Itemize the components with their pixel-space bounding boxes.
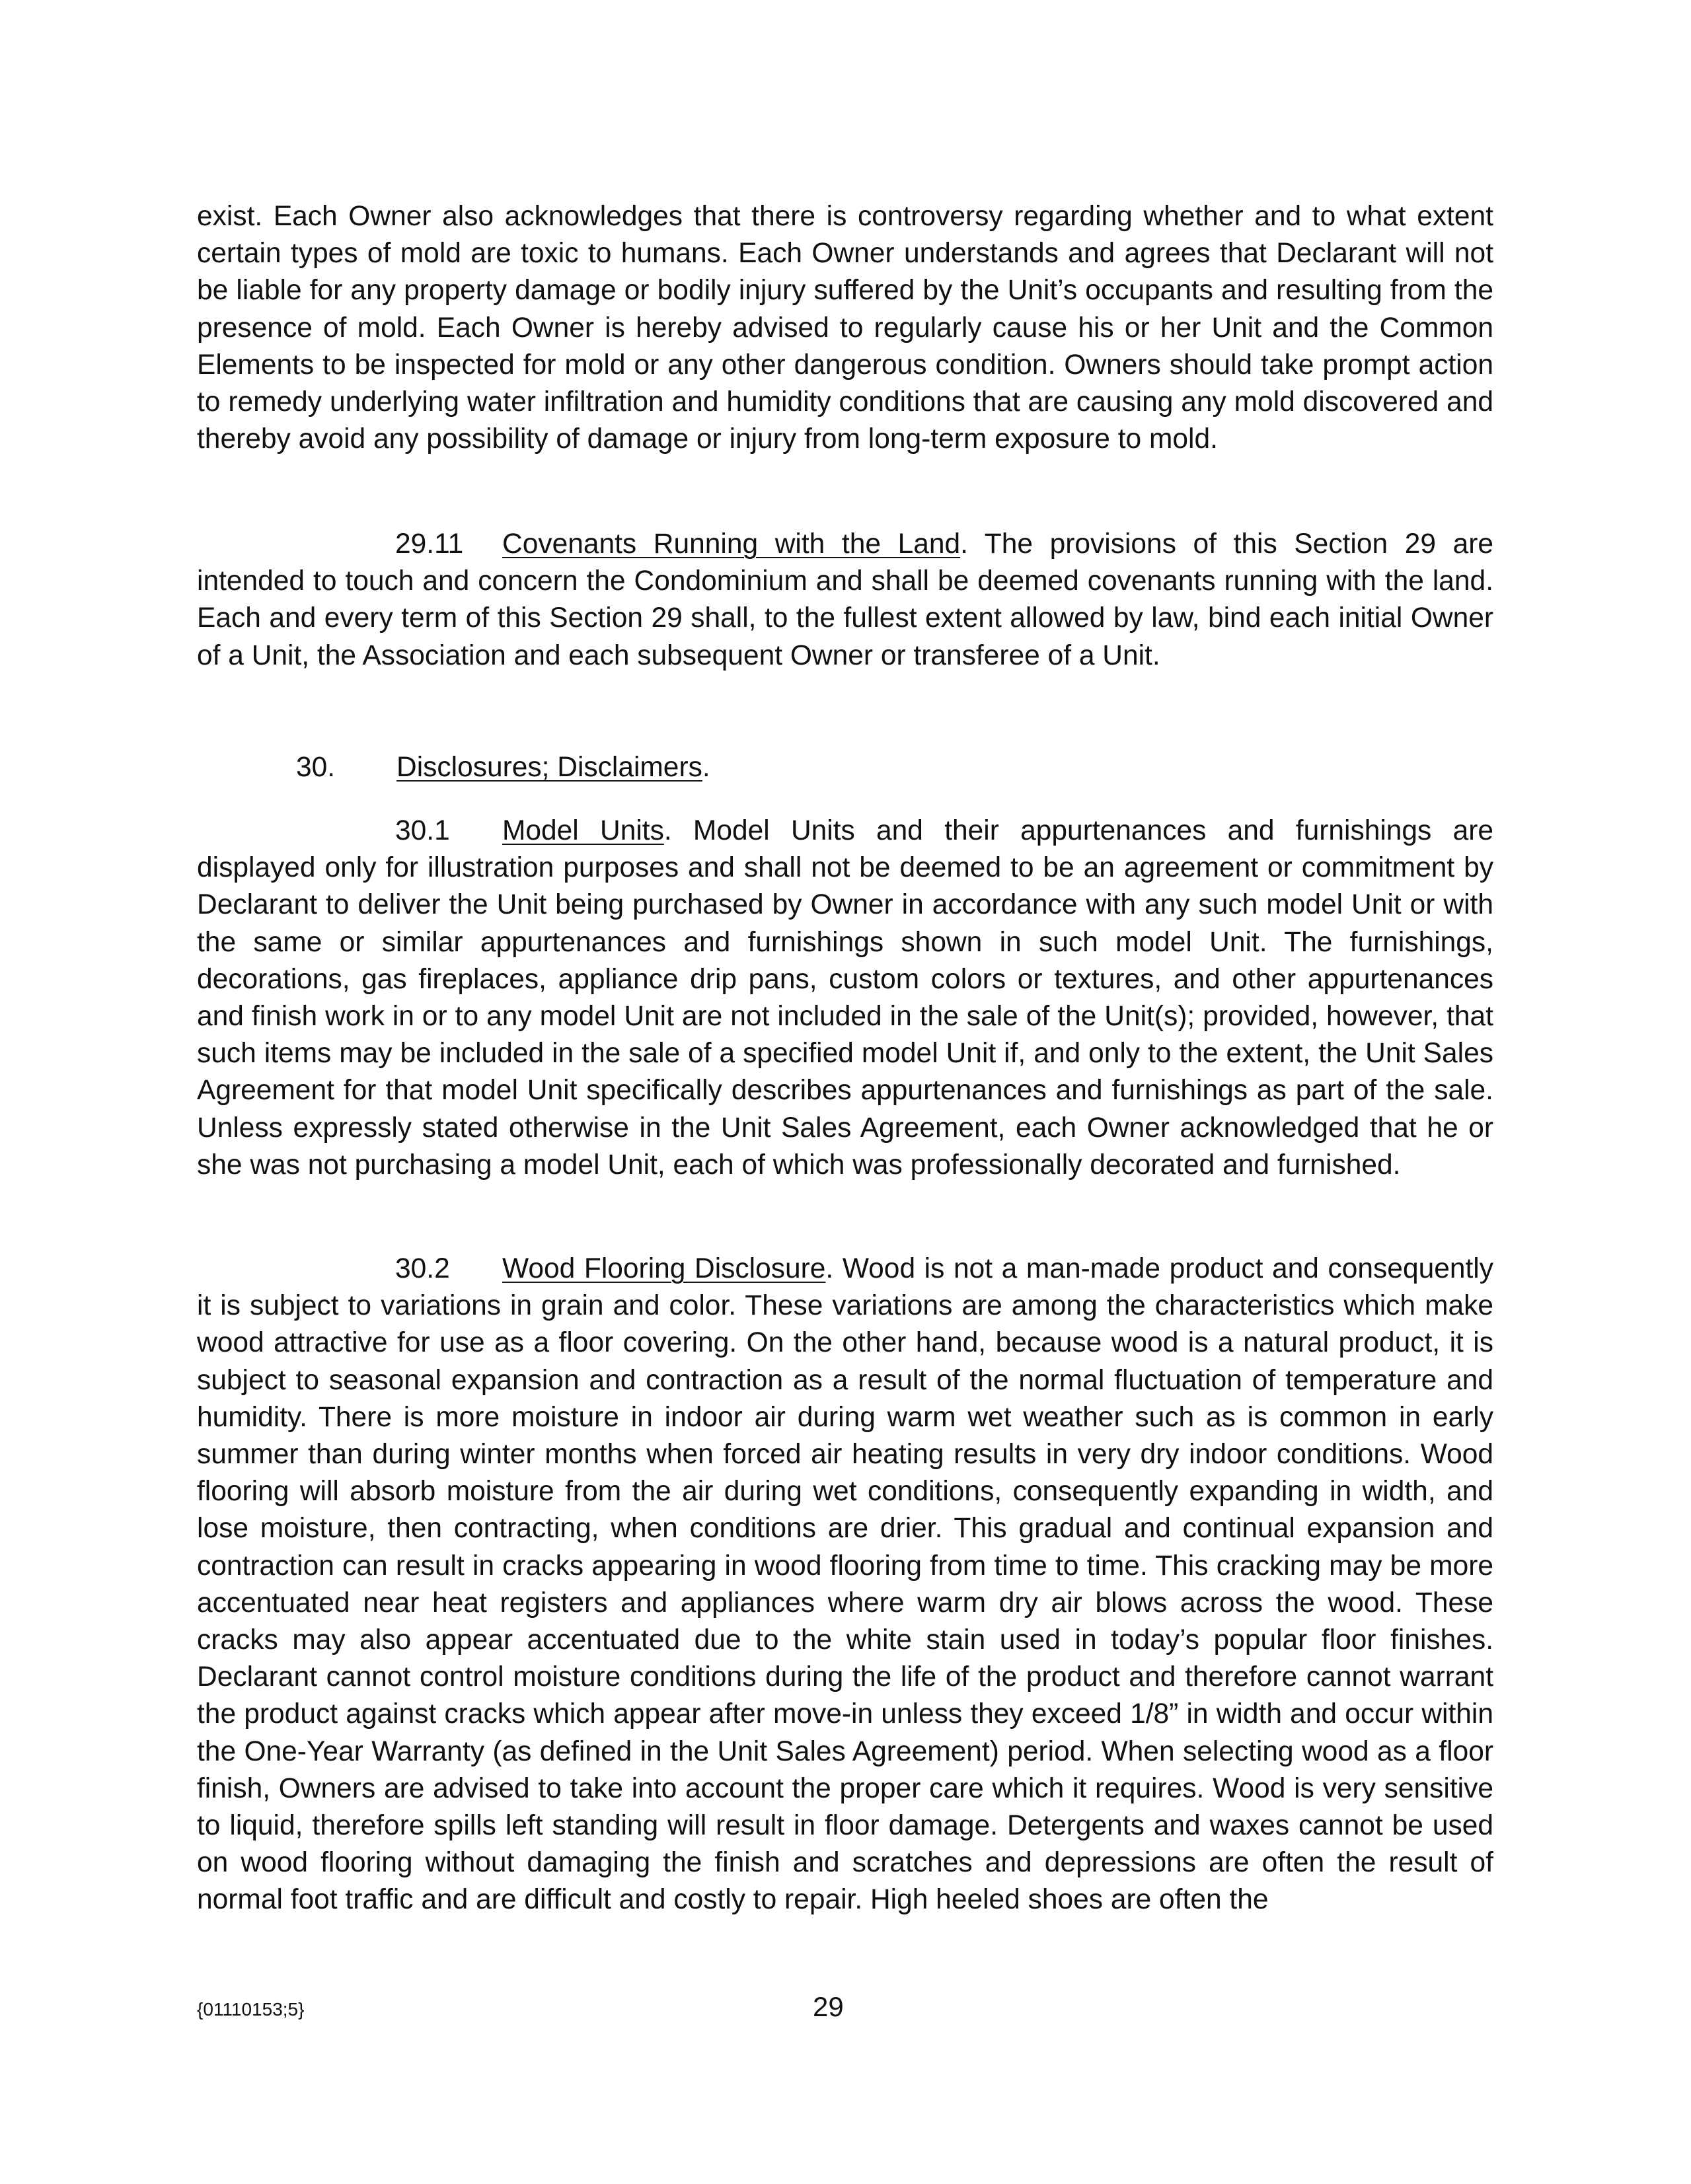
section-30-2-number: 30.2 xyxy=(395,1253,450,1284)
mold-paragraph-text: exist. Each Owner also acknowledges that there is controversy regarding whether and to what extent certain types of mold are toxic to humans. Each Owner understands and agrees that Declarant will not be liable for any property damage or bodily injury suffered by the Unit’s occupants and resulting from the presence of mold. Each Owner is hereby advised to regularly cause his or her Unit and the Common Elements to be inspected for mold or any other dangerous condition. Owners should take prompt action to remedy underlying water infiltration and humidity conditions that are causing any mold discovered and thereby avoid any possibility of damage or injury from long-term exposure to mold. xyxy=(197,201,1493,455)
section-30-1 xyxy=(197,813,1493,1184)
section-30-heading xyxy=(296,749,710,786)
section-29-11-number: 29.11 xyxy=(395,528,464,560)
section-29-11-title: Covenants Running with the Land xyxy=(502,528,961,560)
section-30-title: Disclosures; Disclaimers xyxy=(396,752,702,783)
section-30-2-title: Wood Flooring Disclosure xyxy=(502,1253,826,1284)
document-id: {01110153;5} xyxy=(197,1999,305,2020)
section-29-11 xyxy=(197,526,1493,674)
page-number: 29 xyxy=(813,1991,844,2022)
section-30-trail: . xyxy=(702,752,710,783)
section-30-number: 30. xyxy=(296,752,336,783)
section-30-1-title: Model Units xyxy=(502,815,664,846)
mold-paragraph xyxy=(197,198,1493,458)
section-30-1-number: 30.1 xyxy=(395,815,450,846)
section-30-1-text: . Model Units and their appurtenances and furnishings are displayed only for illustration purposes and shall not be deemed to be an agreement or commitment by Declarant to deliver the Unit being purchased by Owner in accordance with any such model Unit or with the same or similar appurtenances and furnishings shown in such model Unit. The furnishings, decorations, gas fireplaces, appliance drip pans, custom colors or textures, and other appurtenances and finish work in or to any model Unit are not included in the sale of the Unit(s); provided, however, that such items may be included in the sale of a specified model Unit if, and only to the extent, the Unit Sales Agreement for that model Unit specifically describes appurtenances and furnishings as part of the sale. Unless expressly stated otherwise in the Unit Sales Agreement, each Owner acknowledged that he or she was not purchasing a model Unit, each of which was professionally decorated and furnished. xyxy=(197,815,1493,1181)
section-30-2-text: . Wood is not a man-made product and consequently it is subject to variations in grain and color. These variations are among the characteristics which make wood attractive for use as a floor covering. On the other hand, because wood is a natural product, it is subject to seasonal expansion and contraction as a result of the normal fluctuation of temperature and humidity. There is more moisture in indoor air during warm wet weather such as is common in early summer than during winter months when forced air heating results in very dry indoor conditions. Wood flooring will absorb moisture from the air during wet conditions, consequently expanding in width, and lose moisture, then contracting, when conditions are drier. This gradual and continual expansion and contraction can result in cracks appearing in wood flooring from time to time. This cracking may be more accentuated near heat registers and appliances where warm dry air blows across the wood. These cracks may also appear accentuated due to the white stain used in today’s popular floor finishes. Declarant cannot control moisture conditions during the life of the product and therefore cannot warrant the product against cracks which appear after move-in unless they exceed 1/8” in width and occur within the One-Year Warranty (as defined in the Unit Sales Agreement) period. When selecting wood as a floor finish, Owners are advised to take into account the proper care which it requires. Wood is very sensitive to liquid, therefore spills left standing will result in floor damage. Detergents and waxes cannot be used on wood flooring without damaging the finish and scratches and depressions are often the result of normal foot traffic and are difficult and costly to repair. High heeled shoes are often the xyxy=(197,1253,1493,1916)
section-30-2 xyxy=(197,1251,1493,1919)
section-29-11-text: . The provisions of this Section 29 are intended to touch and concern the Condominium and shall be deemed covenants running with the land. Each and every term of this Section 29 shall, to the fullest extent allowed by law, bind each initial Owner of a Unit, the Association and each subsequent Owner or transferee of a Unit. xyxy=(197,528,1493,671)
